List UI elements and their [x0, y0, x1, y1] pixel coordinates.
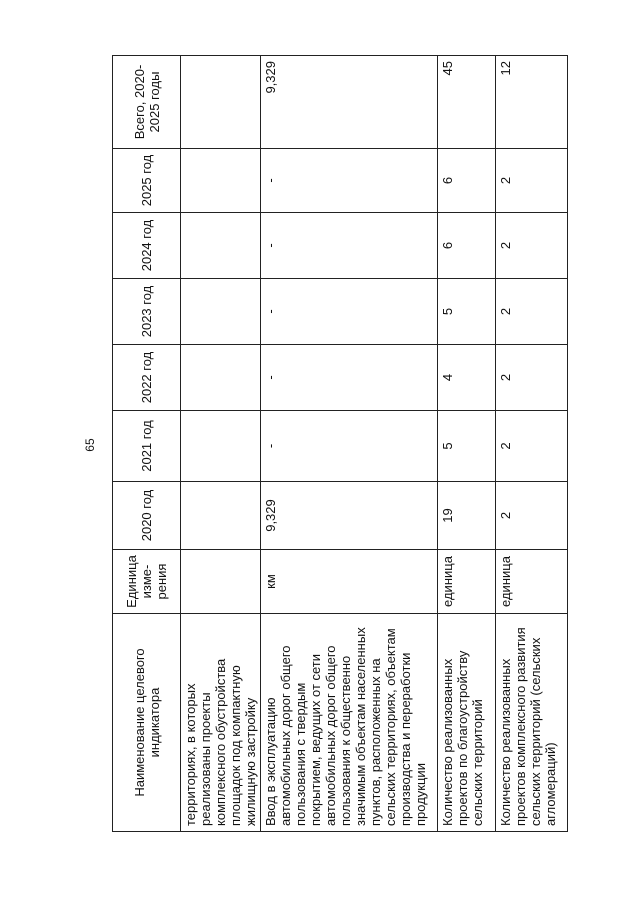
value-total: 12	[496, 56, 568, 149]
header-2022: 2022 год	[113, 345, 181, 411]
value-2021	[181, 411, 261, 482]
value-total	[181, 56, 261, 149]
value-2025: 6	[438, 149, 496, 213]
value-2023	[181, 279, 261, 345]
table-row	[496, 56, 568, 832]
table-row	[438, 56, 496, 832]
unit-cell: км	[261, 550, 438, 614]
value-2022: 2	[496, 345, 568, 411]
value-2020	[181, 482, 261, 550]
value-total: 9,329	[261, 56, 438, 149]
value-2021: -	[261, 411, 438, 482]
unit-cell: единица	[438, 550, 496, 614]
header-2023: 2023 год	[113, 279, 181, 345]
indicators-table	[112, 55, 568, 832]
value-2021: 2	[496, 411, 568, 482]
value-2024: 2	[496, 213, 568, 279]
value-2022	[181, 345, 261, 411]
indicator-name: Количество реализованных проектов комплексного развития сельских территорий (сельских агломераций)	[496, 614, 568, 832]
value-2023: -	[261, 279, 438, 345]
value-2021: 5	[438, 411, 496, 482]
table-row	[181, 56, 261, 832]
header-2020: 2020 год	[113, 482, 181, 550]
value-2024: -	[261, 213, 438, 279]
indicator-name: территориях, в которых реализованы проекты комплексного обустройства площадок под компактную жилищную застройку	[181, 614, 261, 832]
table-row	[261, 56, 438, 832]
value-2025	[181, 149, 261, 213]
value-2025: 2	[496, 149, 568, 213]
value-2020: 19	[438, 482, 496, 550]
unit-cell	[181, 550, 261, 614]
value-2025: -	[261, 149, 438, 213]
value-2020: 2	[496, 482, 568, 550]
header-2021: 2021 год	[113, 411, 181, 482]
value-2024	[181, 213, 261, 279]
unit-cell: единица	[496, 550, 568, 614]
value-2024: 6	[438, 213, 496, 279]
page-number: 65	[83, 438, 97, 452]
header-total: Всего, 2020-2025 годы	[113, 56, 181, 149]
table-header-row	[113, 56, 181, 832]
header-name: Наименование целевого индикатора	[113, 614, 181, 832]
value-2023: 5	[438, 279, 496, 345]
indicator-name: Ввод в эксплуатацию автомобильных дорог общего пользования с твердым покрытием, ведущих от сети автомобильных дорог общего пользования к общественно значимым объектам населенных пунктов, расположенных на сельских территориях, объектам производства и переработки продукции	[261, 614, 438, 832]
header-2025: 2025 год	[113, 149, 181, 213]
value-2022: 4	[438, 345, 496, 411]
value-2020: 9,329	[261, 482, 438, 550]
indicator-name: Количество реализованных проектов по благоустройству сельских территорий	[438, 614, 496, 832]
indicators-table-container	[112, 56, 557, 832]
header-2024: 2024 год	[113, 213, 181, 279]
value-2022: -	[261, 345, 438, 411]
value-total: 45	[438, 56, 496, 149]
value-2023: 2	[496, 279, 568, 345]
header-unit: Единица изме-рения	[113, 550, 181, 614]
